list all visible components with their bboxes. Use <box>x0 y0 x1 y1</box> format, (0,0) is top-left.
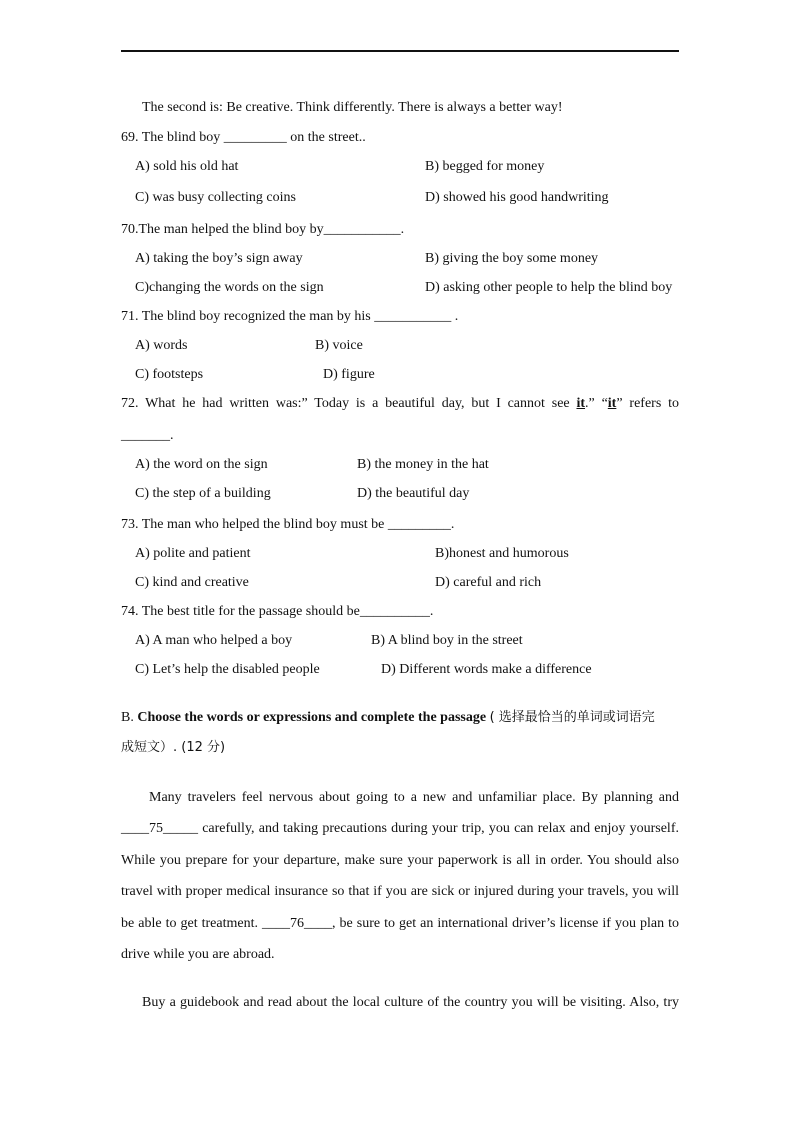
q71-option-a: A) words <box>135 338 188 353</box>
q70-option-b: B) giving the boy some money <box>425 251 599 266</box>
q70-option-c: C)changing the words on the sign <box>135 280 324 295</box>
question-70-stem: 70.The man helped the blind boy by___________. <box>121 222 405 237</box>
passage-p1-line3: While you prepare for your departure, make sure your paperwork is all in order. You should also <box>121 853 679 868</box>
q73-option-b: B)honest and humorous <box>435 546 569 561</box>
passage-p1-line5: be able to get treatment. ____76____, be sure to get an international driver’s license if you plan to <box>121 916 679 931</box>
intro-line: The second is: Be creative. Think differently. There is always a better way! <box>142 100 563 115</box>
q69-option-c: C) was busy collecting coins <box>135 190 296 205</box>
passage-p1-line4: travel with proper medical insurance so that if you are sick or injured during your travels, you will <box>121 884 679 899</box>
q69-option-a: A) sold his old hat <box>135 159 239 174</box>
passage-p1-line6: drive while you are abroad. <box>121 947 275 962</box>
passage-p1-line1: Many travelers feel nervous about going to a new and unfamiliar place. By planning and <box>149 790 679 805</box>
section-b-chinese-note: ( 选择最恰当的单词或词语完 <box>489 710 655 725</box>
q72-option-d: D) the beautiful day <box>357 486 470 501</box>
q72-stem-part2: .” “ <box>585 396 608 411</box>
question-72-blank: _______. <box>121 428 174 443</box>
q74-option-a: A) A man who helped a boy <box>135 633 293 648</box>
q72-underlined-it-2: it <box>607 396 617 411</box>
q72-option-c: C) the step of a building <box>135 486 271 501</box>
question-72-stem <box>121 395 679 413</box>
q74-option-c: C) Let’s help the disabled people <box>135 662 320 677</box>
question-73-stem: 73. The man who helped the blind boy must be _________. <box>121 517 455 532</box>
section-b-chinese-note-line2: 成短文）. (12 分) <box>121 740 226 755</box>
q73-option-c: C) kind and creative <box>135 575 249 590</box>
q71-option-c: C) footsteps <box>135 367 204 382</box>
q72-option-a: A) the word on the sign <box>135 457 268 472</box>
q71-option-b: B) voice <box>315 338 363 353</box>
q74-option-b: B) A blind boy in the street <box>371 633 523 648</box>
header-rule <box>121 50 679 52</box>
section-b-heading <box>121 709 655 727</box>
q73-option-a: A) polite and patient <box>135 546 251 561</box>
question-71-stem: 71. The blind boy recognized the man by his ___________ . <box>121 309 459 324</box>
question-69-stem: 69. The blind boy _________ on the street.. <box>121 130 366 145</box>
q69-option-b: B) begged for money <box>425 159 545 174</box>
q70-option-d: D) asking other people to help the blind boy <box>425 280 673 295</box>
q73-option-d: D) careful and rich <box>435 575 542 590</box>
passage-p2-line1: Buy a guidebook and read about the local culture of the country you will be visiting. Also, try <box>142 995 679 1010</box>
question-74-stem: 74. The best title for the passage should be__________. <box>121 604 434 619</box>
section-b-prefix: B. <box>121 710 138 725</box>
q72-underlined-it-1: it <box>576 396 586 411</box>
q72-stem-part1: 72. What he had written was:” Today is a beautiful day, but I cannot see <box>121 396 577 411</box>
q72-stem-part3: ” refers to <box>616 396 679 411</box>
q70-option-a: A) taking the boy’s sign away <box>135 251 303 266</box>
q69-option-d: D) showed his good handwriting <box>425 190 609 205</box>
q74-option-d: D) Different words make a difference <box>381 662 592 677</box>
passage-p1-line2: ____75_____ carefully, and taking precautions during your trip, you can relax and enjoy yourself. <box>121 821 679 836</box>
q71-option-d: D) figure <box>323 367 375 382</box>
section-b-instruction: Choose the words or expressions and complete the passage <box>137 710 487 725</box>
q72-option-b: B) the money in the hat <box>357 457 489 472</box>
